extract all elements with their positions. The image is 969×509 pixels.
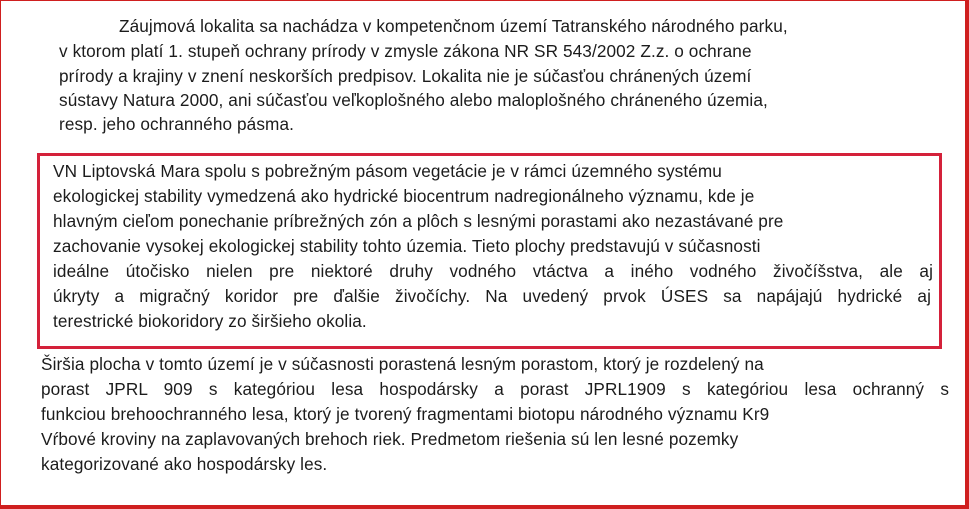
text-line: porast JPRL 909 s kategóriou lesa hospodársky a porast JPRL1909 s kategóriou lesa ochranný s [41,379,950,399]
text-line: kategorizované ako hospodársky les. [41,454,328,474]
text-line: úkryty a migračný koridor pre ďalšie živočíchy. Na uvedený prvok ÚSES sa napájajú hydrické aj [53,286,931,306]
text-line: v ktorom platí 1. stupeň ochrany prírody v zmysle zákona NR SR 543/2002 Z.z. o ochrane [59,41,752,61]
text-line: zachovanie vysokej ekologickej stability tohto územia. Tieto plochy predstavujú v súčasnosti [53,236,761,256]
text-line: hlavným cieľom ponechanie príbrežných zón a plôch s lesnými porastami ako nezastávané pre [53,211,784,231]
text-line: ideálne útočisko nielen pre niektoré druhy vodného vtáctva a iného vodného živočíšstva, ale aj [53,261,934,281]
text-line: resp. jeho ochranného pásma. [59,114,294,134]
text-line: Širšia plocha v tomto území je v súčasnosti porastená lesným porastom, ktorý je rozdelený na [41,354,764,374]
text-line: Záujmová lokalita sa nachádza v kompetenčnom území Tatranského národného parku, [119,16,788,36]
text-line: Vŕbové kroviny na zaplavovaných brehoch riek. Predmetom riešenia sú len lesné pozemky [41,429,739,449]
text-line: VN Liptovská Mara spolu s pobrežným pásom vegetácie je v rámci územného systému [53,161,722,181]
text-line: sústavy Natura 2000, ani súčasťou veľkoplošného alebo maloplošného chráneného územia, [59,90,768,110]
text-line: prírody a krajiny v znení neskorších predpisov. Lokalita nie je súčasťou chránených území [59,66,752,86]
text-line: funkciou brehoochranného lesa, ktorý je tvorený fragmentami biotopu národného významu Kr9 [41,404,770,424]
text-line: ekologickej stability vymedzená ako hydrické biocentrum nadregionálneho významu, kde je [53,186,755,206]
text-line: terestrické biokoridory zo širšieho okolia. [53,311,367,331]
